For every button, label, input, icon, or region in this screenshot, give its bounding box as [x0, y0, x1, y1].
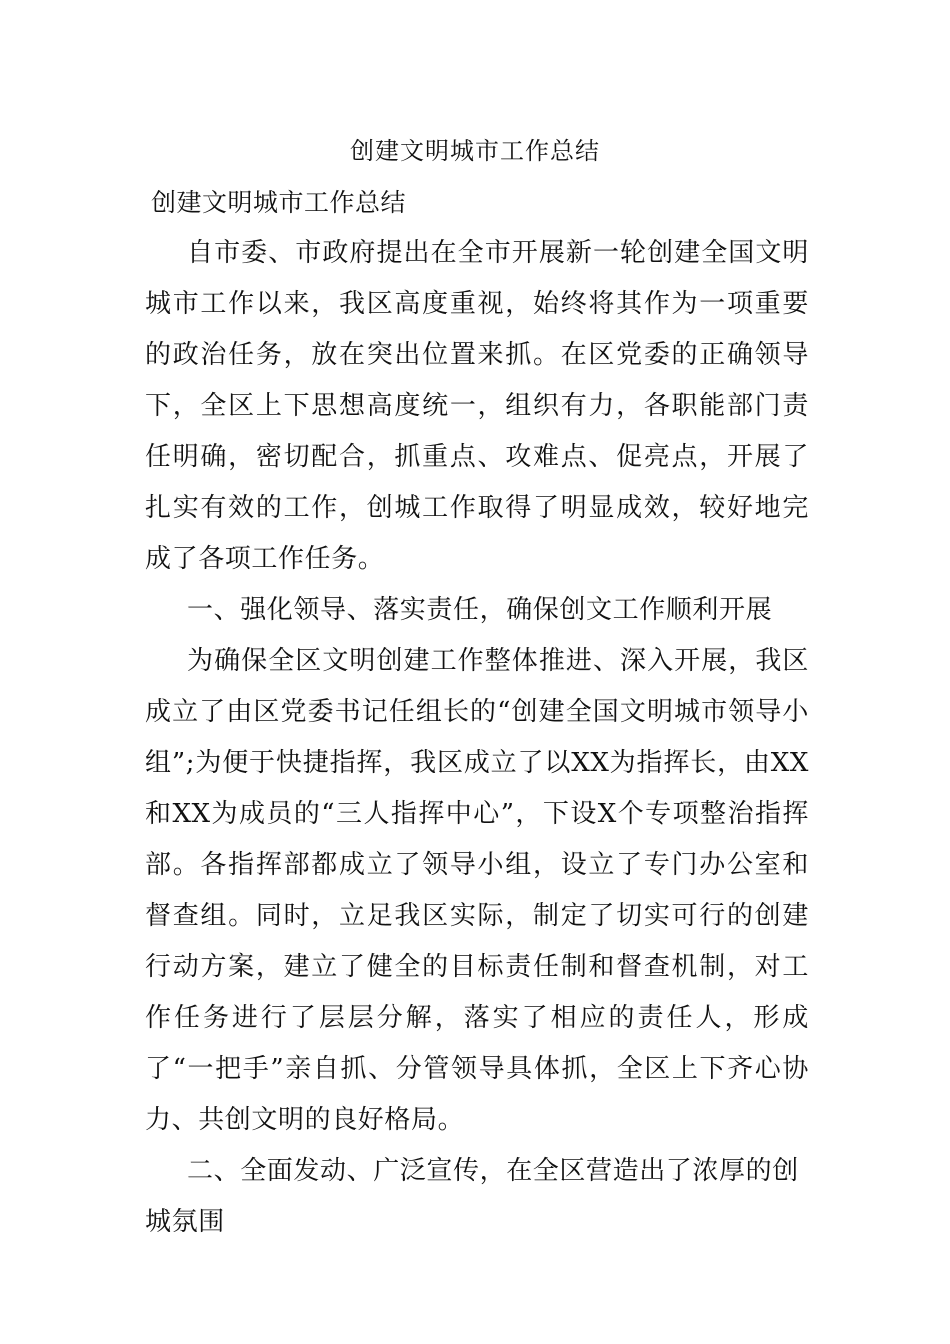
intro-paragraph: 自市委、市政府提出在全市开展新一轮创建全国文明城市工作以来，我区高度重视，始终将其作为一项重要的政治任务，放在突出位置来抓。在区党委的正确领导下，全区上下思想高度统一，组织有力，各职能部门责任明确，密切配合，抓重点、攻难点、促亮点，开展了扎实有效的工作，创城工作取得了明显成效，较好地完成了各项工作任务。 — [145, 238, 809, 574]
document-body — [145, 178, 809, 1248]
section-1-paragraph: 为确保全区文明创建工作整体推进、深入开展，我区成立了由区党委书记任组长的“创建全国文明城市领导小组”;为便于快捷指挥，我区成立了以XX为指挥长，由XX和XX为成员的“三人指挥中心”，下设X个专项整治指挥部。各指挥部都成立了领导小组，设立了专门办公室和督查组。同时，立足我区实际，制定了切实可行的创建行动方案，建立了健全的目标责任制和督查机制，对工作任务进行了层层分解，落实了相应的责任人，形成了“一把手”亲自抓、分管领导具体抓，全区上下齐心协力、共创文明的良好格局。 — [145, 646, 809, 1135]
document-title: 创建文明城市工作总结 — [350, 137, 600, 165]
section-heading-1: 一、强化领导、落实责任，确保创文工作顺利开展 — [187, 595, 773, 625]
section-heading-2: 二、全面发动、广泛宣传，在全区营造出了浓厚的创城氛围 — [145, 1156, 799, 1237]
document-subtitle: 创建文明城市工作总结 — [151, 188, 407, 217]
